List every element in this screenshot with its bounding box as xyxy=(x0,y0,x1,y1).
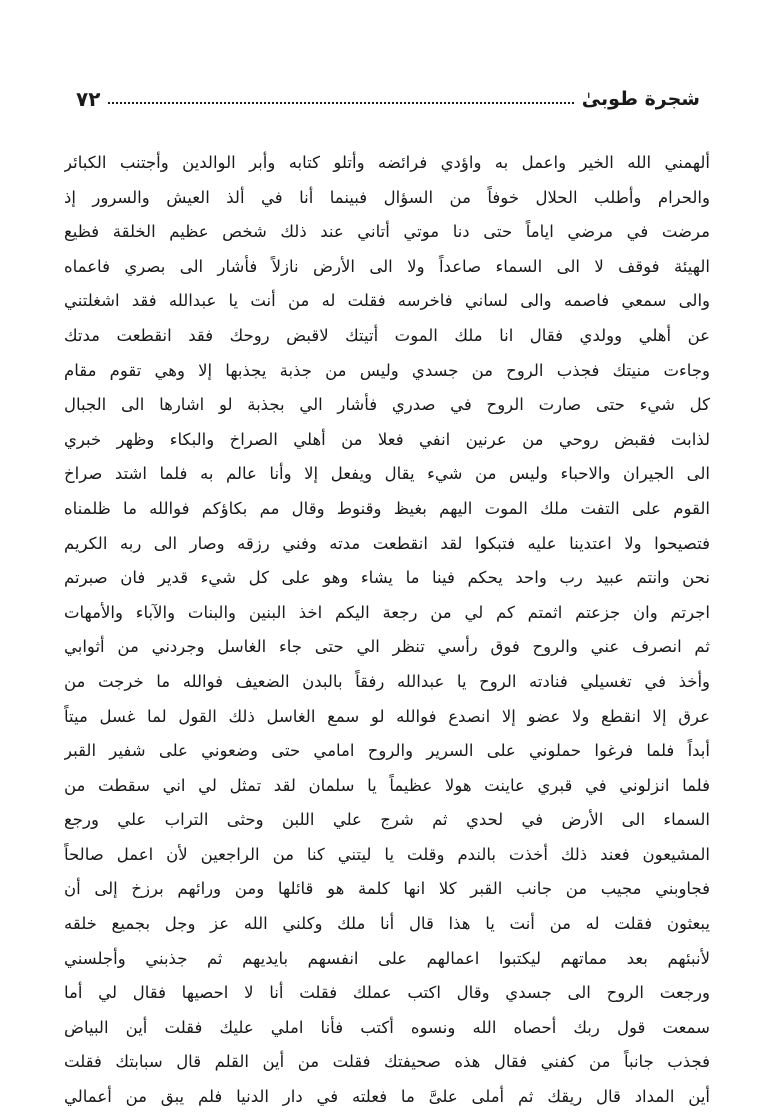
dotted-leader xyxy=(108,102,573,104)
text-line: كل شيء حتى صارت الروح في صدري فأشار الي بجذبة لو اشارها الى الجبال xyxy=(64,395,710,415)
text-line: أبداً فلما فرغوا حملوني على السرير والروح امامي حتى وضعوني على شفير القبر xyxy=(64,741,710,761)
text-line: لذابت فقبض روحي من عرنين انفي فعلا من أهلي الصراخ والبكاء وظهر خبري xyxy=(64,429,710,449)
text-line: نحن وانتم عبيد رب واحد يحكم فينا ما يشاء وهو على كل شيء قدير فان صبرتم xyxy=(64,568,710,588)
body-text xyxy=(64,146,710,1115)
text-line: السماء الى الأرض في لحدي ثم شرج علي اللبن وحثى التراب علي ورجع xyxy=(64,810,710,830)
page-number: ٧٢ xyxy=(76,87,101,111)
text-line: الى الجيران والاحباء وليس من شيء يقال ويفعل إلا وأنا عالم به فلما اشتد صراخ xyxy=(64,464,710,484)
text-line: وأخذ في تغسيلي فنادته الروح يا عبدالله رفقاً بالبدن الضعيف فوالله ما خرجت من xyxy=(64,671,710,691)
text-line: أين المداد قال ريقك ثم أملى علىَّ ما فعلته في دار الدنيا فلم يبق من أعمالي xyxy=(64,1087,710,1107)
text-line: عن أهلي وولدي فقال انا ملك الموت أتيتك لاقبض روحك فقد انقطعت مدتك xyxy=(64,325,710,345)
text-line: يبعثون فقلت له من أنت يا هذا قال أنا ملك وكلني الله عز وجل بجميع خلقه xyxy=(64,914,710,934)
text-line: فجذب جانباً من كفني فقال هذه صحيفتك فقلت من أين القلم قال سبابتك فقلت xyxy=(64,1052,710,1072)
running-title: شجرة طوبیٰ xyxy=(581,88,700,110)
text-line: فلما انزلوني في قبري عاينت هولا عظيماً يا سلمان لقد تمثل لي اني سقطت من xyxy=(64,775,710,795)
text-line: فجاوبني مجيب من جانب القبر كلا انها كلمة هو قائلها ومن ورائهم برزخ إلى أن xyxy=(64,879,710,899)
text-line: الهيئة فوقف لا الى السماء صاعداً ولا الى الأرض نازلاً فأشار الى بصري فاعماه xyxy=(64,256,710,276)
text-line: المشيعون فعند ذلك أخذت بالندم وقلت يا ليتني كنا من الراجعين لأن اعمل صالحاً xyxy=(64,844,710,864)
text-line: سمعت قول ربك أحصاه الله ونسوه أكتب فأنا املي عليك فقلت أين البياض xyxy=(64,1017,710,1037)
text-line: مرضت في مرضي اياماً حتى دنا موتي أتاني عند ذلك شخص عظيم الخلقة فظيع xyxy=(64,222,710,242)
text-line: والى سمعي فاصمه والى لساني فاخرسه فقلت له من أنت يا عبدالله فقد اشغلتني xyxy=(64,291,710,311)
text-line: لأنبئهم بعد مماتهم ليكتبوا اعمالهم على انفسهم بايديهم ثم جذبني وأجلسني xyxy=(64,948,710,968)
text-line: عرق إلا انقطع ولا عضو إلا انصدع فوالله لو سمع الغاسل ذلك القول لما غسل ميتاً xyxy=(64,706,710,726)
text-line: والحرام وأطلب الحلال خوفاً من السؤال فبينما أنا في ألذ العيش والسرور إذ xyxy=(64,187,710,207)
text-line: ألهمني الله الخير واعمل به واؤدي فرائضه وأتلو كتابه وأبر الوالدين وأجتنب الكبائر xyxy=(64,153,710,172)
text-line: اجرتم وان جزعتم اثمتم كم لي من رجعة اليكم اخذ البنين والبنات والآباء والأمهات xyxy=(64,602,710,622)
text-line: وجاءت منيتك فجذب الروح من جسدي وليس من جذبة يجذبها إلا وهي تقوم مقام xyxy=(64,360,710,380)
text-line: ورجعت الروح الى جسدي وقال اكتب عملك فقلت أنا لا احصيها فقال لي أما xyxy=(64,983,710,1003)
page-header xyxy=(66,84,706,114)
text-line: فتصيحوا ولا اعتدينا عليه فتبكوا لقد انقطعت مدته وفني رزقه وصار الى ربه الكريم xyxy=(64,533,710,553)
text-line: ثم انصرف عني والروح فوق رأسي تنظر الي حتى جاء الغاسل وجردني من أثوابي xyxy=(64,637,710,657)
text-line: القوم على التفت ملك الموت اليهم بغيظ وقنوط وقال مم بكاؤكم فوالله ما ظلمناه xyxy=(64,498,710,518)
